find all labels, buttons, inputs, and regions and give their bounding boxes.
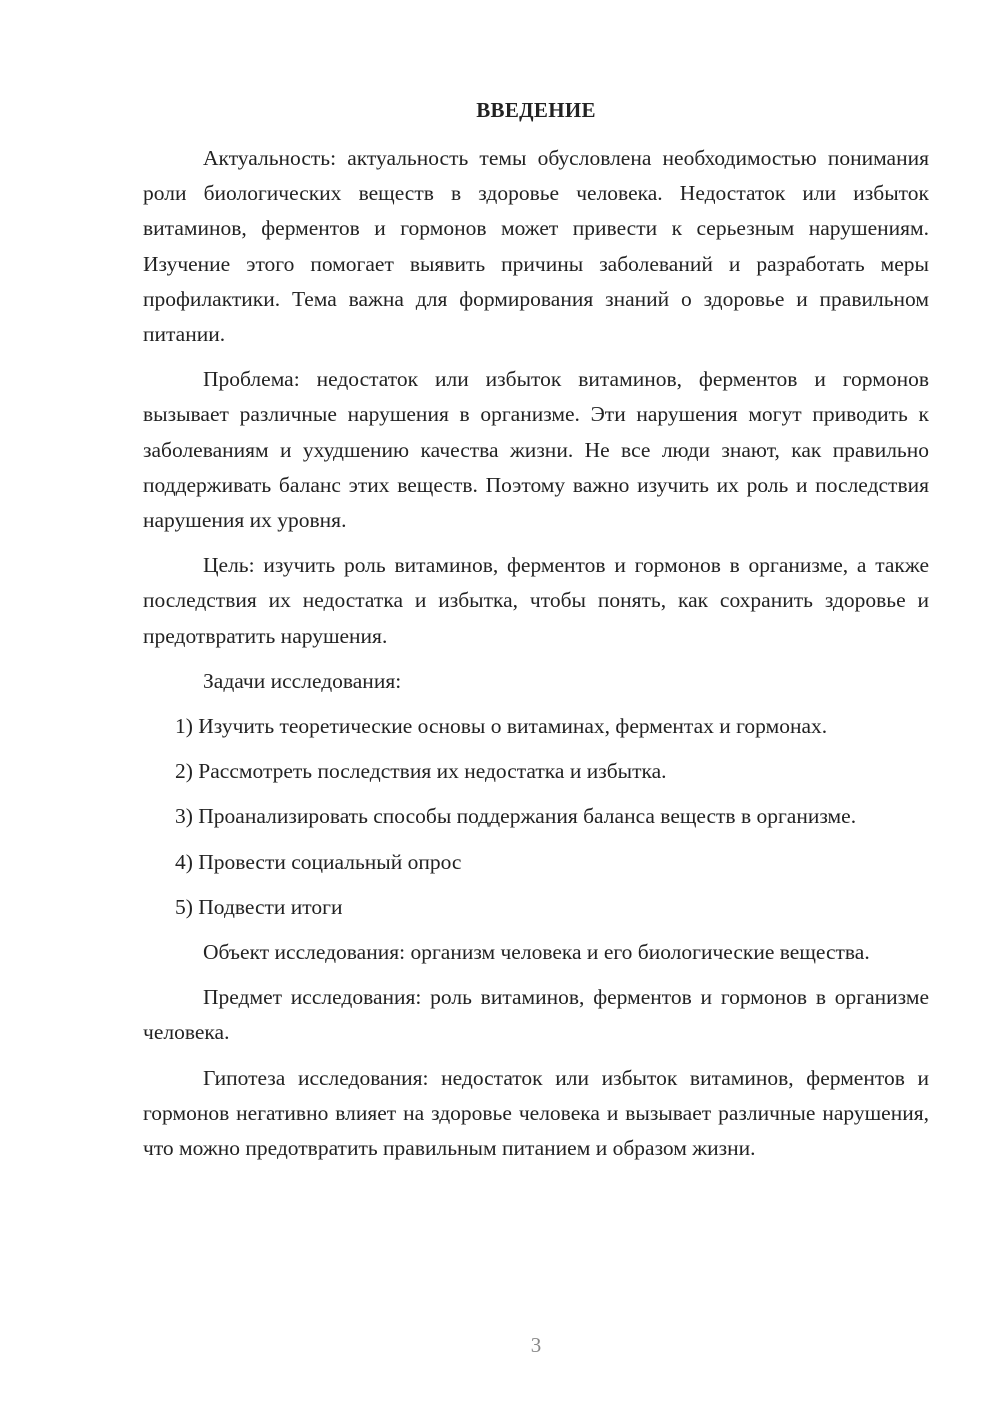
task-item: 1) Изучить теоретические основы о витаминах, ферментах и гормонах. (175, 714, 828, 739)
task-item: 3) Проанализировать способы поддержания баланса веществ в организме. (175, 804, 857, 829)
relevance-paragraph: Актуальность: актуальность темы обусловлена необходимостью понимания роли биологических веществ в здоровье человека. Недостаток или избыток витаминов, ферментов и гормонов может привести к серьезным нарушениям. Изучение этого помогает выявить причины заболеваний и разработать меры профилактики. Тема важна для формирования знаний о здоровье и правильном питании. (143, 146, 929, 347)
task-item: 5) Подвести итоги (175, 894, 343, 919)
hypothesis-paragraph: Гипотеза исследования: недостаток или избыток витаминов, ферментов и гормонов негативно влияет на здоровье человека и вызывает различные нарушения, что можно предотвратить правильным питанием и образом жизни. (143, 1065, 929, 1161)
subject-paragraph: Предмет исследования: роль витаминов, ферментов и гормонов в организме человека. (143, 985, 929, 1045)
document-page (143, 95, 929, 1176)
goal-paragraph: Цель: изучить роль витаминов, ферментов и гормонов в организме, а также последствия их недостатка и избытка, чтобы понять, как сохранить здоровье и предотвратить нарушения. (143, 553, 929, 648)
section-title: ВВЕДЕНИЕ (476, 98, 596, 122)
tasks-heading: Задачи исследования: (203, 668, 402, 693)
object-paragraph: Объект исследования: организм человека и его биологические вещества. (203, 940, 870, 965)
task-item: 2) Рассмотреть последствия их недостатка и избытка. (175, 759, 667, 784)
task-item: 4) Провести социальный опрос (175, 849, 462, 874)
page-number: 3 (530, 1333, 542, 1357)
problem-paragraph: Проблема: недостаток или избыток витаминов, ферментов и гормонов вызывает различные нарушения в организме. Эти нарушения могут приводить к заболеваниям и ухудшению качества жизни. Не все люди знают, как правильно поддерживать баланс этих веществ. Поэтому важно изучить их роль и последствия нарушения их уровня. (143, 367, 929, 533)
